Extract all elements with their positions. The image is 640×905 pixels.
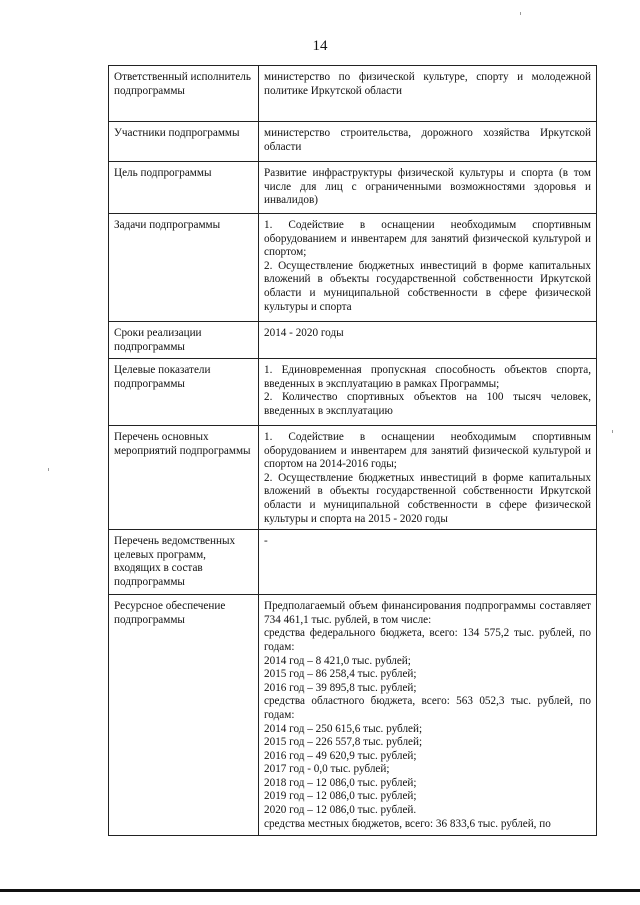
table-row (109, 530, 597, 595)
value-line: 2. Осуществление бюджетных инвестиций в форме капитальных вложений в объекты государственной собственности Иркутской области и муниципальной собственности в сфере физической культуры и спорта на 2015 - 2020 годы (264, 471, 591, 525)
value-line: 2014 год – 8 421,0 тыс. рублей; (264, 654, 411, 667)
value-line: 2015 год – 86 258,4 тыс. рублей; (264, 668, 417, 681)
table-row (109, 122, 597, 162)
value-line: министерство по физической культуре, спорту и молодежной политике Иркутской области (264, 71, 591, 97)
value-line: министерство строительства, дорожного хозяйства Иркутской области (264, 127, 591, 153)
value-line: 2015 год – 226 557,8 тыс. рублей; (264, 736, 423, 749)
row-label-target-indicators: Целевые показатели подпрограммы (109, 359, 259, 426)
row-label-goal: Цель подпрограммы (109, 162, 259, 214)
table-row (109, 426, 597, 530)
page-number: 14 (312, 38, 328, 54)
row-label-tasks: Задачи подпрограммы (109, 214, 259, 322)
row-value-target-indicators (259, 359, 597, 426)
row-label-departmental-programs: Перечень ведомственных целевых программ, входящих в состав подпрограммы (109, 530, 259, 595)
scan-speck (520, 12, 521, 15)
row-label-resource-provision: Ресурсное обеспечение подпрограммы (109, 595, 259, 836)
row-value-timeframe (259, 322, 597, 359)
value-line: Развитие инфраструктуры физической культуры и спорта (в том числе для лиц с ограниченными возможностями здоровья и инвалидов) (264, 167, 591, 207)
table-row (109, 214, 597, 322)
scan-speck (612, 430, 613, 433)
row-value-responsible-executor (259, 66, 597, 122)
value-line: 2019 год – 12 086,0 тыс. рублей; (264, 790, 417, 803)
value-line: - (264, 535, 268, 548)
scan-speck (48, 468, 49, 471)
table-row (109, 595, 597, 836)
row-value-tasks (259, 214, 597, 322)
value-line: 2014 - 2020 годы (264, 327, 344, 339)
row-label-timeframe: Сроки реализации подпрограммы (109, 322, 259, 359)
value-line: 1. Единовременная пропускная способность объектов спорта, введенных в эксплуатацию в рамках Программы; (264, 364, 591, 390)
value-line: средства местных бюджетов, всего: 36 833,6 тыс. рублей, по (264, 817, 551, 830)
table-row (109, 162, 597, 214)
row-value-resource-provision (259, 595, 597, 836)
value-line: 2018 год – 12 086,0 тыс. рублей; (264, 776, 417, 789)
row-value-participants (259, 122, 597, 162)
value-line: 2016 год – 39 895,8 тыс. рублей; (264, 681, 417, 694)
value-line: 2016 год – 49 620,9 тыс. рублей; (264, 749, 417, 762)
table-row (109, 322, 597, 359)
value-line: 1. Содействие в оснащении необходимым спортивным оборудованием и инвентарем для занятий физической культурой и спортом на 2014-2016 годы; (264, 431, 591, 471)
value-line: Предполагаемый объем финансирования подпрограммы составляет 734 461,1 тыс. рублей, в том числе: (264, 600, 591, 626)
row-label-main-activities: Перечень основных мероприятий подпрограммы (109, 426, 259, 530)
value-line: 2. Количество спортивных объектов на 100 тысяч человек, введенных в эксплуатацию (264, 391, 591, 417)
scan-bottom-edge (0, 889, 640, 892)
row-value-departmental-programs (259, 530, 597, 595)
row-label-responsible-executor: Ответственный исполнитель подпрограммы (109, 66, 259, 122)
table-row (109, 359, 597, 426)
value-line: 2. Осуществление бюджетных инвестиций в форме капитальных вложений в объекты государственной собственности Иркутской области и муниципальной собственности в сфере физической культуры и спорта (264, 259, 591, 313)
value-line: 2014 год – 250 615,6 тыс. рублей; (264, 722, 423, 735)
value-line: 1. Содействие в оснащении необходимым спортивным оборудованием и инвентарем для занятий физической культурой и спортом; (264, 219, 591, 259)
value-line: средства федерального бюджета, всего: 134 575,2 тыс. рублей, по годам: (264, 627, 591, 653)
value-line: средства областного бюджета, всего: 563 052,3 тыс. рублей, по годам: (264, 695, 591, 721)
table-row (109, 66, 597, 122)
value-line: 2017 год - 0,0 тыс. рублей; (264, 763, 390, 776)
row-label-participants: Участники подпрограммы (109, 122, 259, 162)
row-value-main-activities (259, 426, 597, 530)
subprogram-passport-table (108, 65, 597, 836)
value-line: 2020 год – 12 086,0 тыс. рублей. (264, 804, 417, 817)
row-value-goal (259, 162, 597, 214)
